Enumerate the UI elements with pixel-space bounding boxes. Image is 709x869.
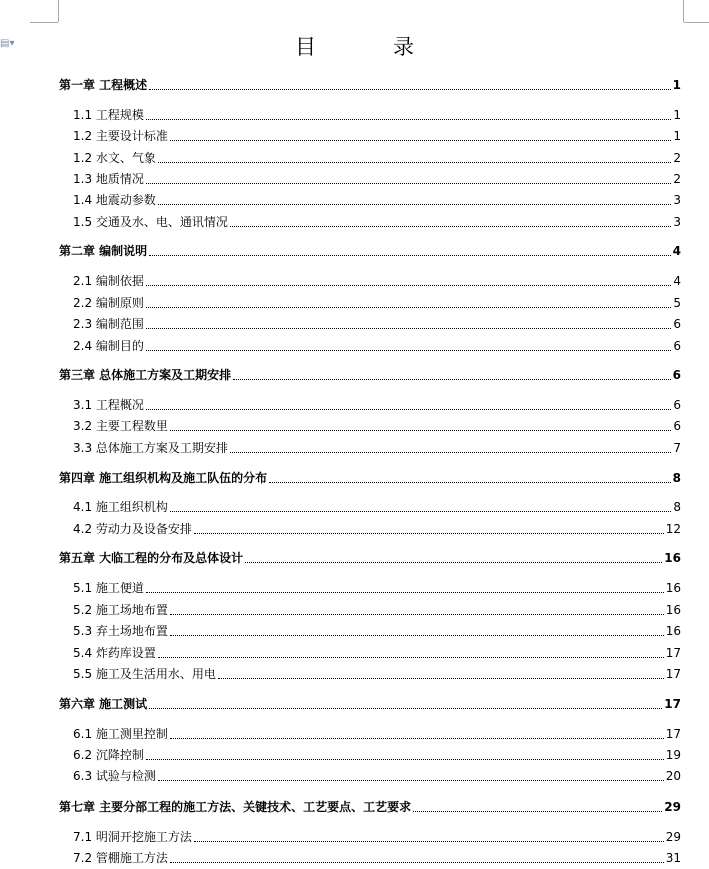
toc-dot-leader: [170, 634, 664, 636]
toc-section-entry[interactable]: [0, 520, 709, 538]
toc-entry-title: 6.1 施工测里控制: [73, 727, 168, 741]
toc-section-entry[interactable]: [0, 767, 709, 785]
toc-section-entry[interactable]: [0, 127, 709, 145]
toc-entry-title: 第二章 编制说明: [59, 244, 148, 258]
toc-section-entry[interactable]: [0, 725, 709, 743]
toc-section-entry[interactable]: [0, 294, 709, 312]
toc-page-number: 17: [664, 697, 681, 711]
toc-chapter-entry[interactable]: [0, 366, 709, 384]
toc-page-number: 17: [665, 727, 681, 741]
toc-entry-title: 2.3 编制范围: [73, 317, 144, 331]
toc-section-entry[interactable]: [0, 439, 709, 457]
toc-section-entry[interactable]: [0, 498, 709, 516]
toc-entry-title: 1.4 地震动参数: [73, 193, 156, 207]
toc-entry-title: 2.1 编制依据: [73, 274, 144, 288]
toc-entry-title: 2.2 编制原则: [73, 296, 144, 310]
toc-dot-leader: [149, 707, 662, 709]
toc-dot-leader: [146, 408, 671, 410]
toc-entry-title: 第六章 施工测试: [59, 697, 148, 711]
toc-section-entry[interactable]: [0, 746, 709, 764]
toc-dot-leader: [170, 139, 671, 141]
toc-entry-title: 5.2 施工场地布置: [73, 603, 168, 617]
toc-section-entry[interactable]: [0, 191, 709, 209]
toc-chapter-entry[interactable]: [0, 76, 709, 94]
toc-dot-leader: [170, 737, 664, 739]
toc-section-entry[interactable]: [0, 149, 709, 167]
toc-dot-leader: [149, 88, 670, 90]
toc-entry-title: 1.2 水文、气象: [73, 151, 156, 165]
toc-section-entry[interactable]: [0, 828, 709, 846]
toc-dot-leader: [146, 591, 664, 593]
toc-dot-leader: [170, 613, 664, 615]
toc-dot-leader: [158, 161, 671, 163]
toc-section-entry[interactable]: [0, 396, 709, 414]
toc-entry-title: 1.5 交通及水、电、通讯情况: [73, 215, 228, 229]
toc-section-entry[interactable]: [0, 337, 709, 355]
toc-section-entry[interactable]: [0, 579, 709, 597]
toc-entry-title: 7.1 明洞开挖施工方法: [73, 830, 192, 844]
toc-page-number: 16: [665, 581, 681, 595]
toc-dot-leader: [158, 779, 664, 781]
toc-section-entry[interactable]: [0, 106, 709, 124]
toc-chapter-entry[interactable]: [0, 242, 709, 260]
toc-entry-title: 5.1 施工便道: [73, 581, 144, 595]
toc-page-number: 6: [673, 339, 681, 353]
toc-dot-leader: [158, 656, 664, 658]
page-corner-mark-top-left: [58, 0, 59, 22]
toc-dot-leader: [218, 677, 664, 679]
toc-section-entry[interactable]: [0, 272, 709, 290]
toc-section-entry[interactable]: [0, 213, 709, 231]
toc-section-entry[interactable]: [0, 665, 709, 683]
toc-dot-leader: [269, 481, 670, 483]
toc-chapter-entry[interactable]: [0, 695, 709, 713]
toc-entry-title: 2.4 编制目的: [73, 339, 144, 353]
toc-dot-leader: [146, 182, 671, 184]
toc-entry-title: 第一章 工程概述: [59, 78, 148, 92]
toc-dot-leader: [146, 758, 664, 760]
toc-page-number: 7: [673, 441, 681, 455]
toc-dot-leader: [413, 810, 662, 812]
toc-entry-title: 第五章 大临工程的分布及总体设计: [59, 551, 244, 565]
toc-entry-title: 第七章 主要分部工程的施工方法、关键技术、工艺要点、工艺要求: [59, 800, 412, 814]
toc-page-number: 4: [672, 244, 681, 258]
toc-page-number: 29: [665, 830, 681, 844]
toc-dot-leader: [194, 840, 664, 842]
toc-page-number: 6: [673, 419, 681, 433]
toc-section-entry[interactable]: [0, 417, 709, 435]
toc-entry-title: 3.2 主要工程数里: [73, 419, 168, 433]
toc-page-number: 17: [665, 646, 681, 660]
toc-section-entry[interactable]: [0, 849, 709, 867]
toc-entry-title: 3.3 总体施工方案及工期安排: [73, 441, 228, 455]
page-corner-mark-top-right-horizontal: [684, 22, 709, 23]
toc-page-number: 6: [672, 368, 681, 382]
toc-chapter-entry[interactable]: [0, 798, 709, 816]
toc-page-number: 8: [672, 471, 681, 485]
toc-chapter-entry[interactable]: [0, 549, 709, 567]
page-corner-mark-top-right: [683, 0, 684, 22]
toc-page-number: 1: [672, 78, 681, 92]
toc-page-number: 16: [664, 551, 681, 565]
page-title: 目 录: [295, 35, 442, 59]
toc-page-number: 16: [665, 624, 681, 638]
toc-dot-leader: [146, 284, 671, 286]
toc-entry-title: 第三章 总体施工方案及工期安排: [59, 368, 232, 382]
toc-entry-title: 6.2 沉降控制: [73, 748, 144, 762]
toc-entry-title: 4.2 劳动力及设备安排: [73, 522, 192, 536]
toc-page-number: 6: [673, 398, 681, 412]
toc-entry-title: 1.2 主要设计标准: [73, 129, 168, 143]
toc-dot-leader: [230, 451, 671, 453]
toc-page-number: 17: [665, 667, 681, 681]
toc-page-number: 5: [673, 296, 681, 310]
toc-page-number: 3: [673, 215, 681, 229]
toc-section-entry[interactable]: [0, 170, 709, 188]
layout-options-icon[interactable]: ▤▾: [0, 38, 15, 49]
toc-dot-leader: [146, 306, 671, 308]
toc-dot-leader: [146, 327, 671, 329]
toc-page-number: 4: [673, 274, 681, 288]
toc-page-number: 1: [673, 129, 681, 143]
page-corner-mark-top-left-horizontal: [30, 22, 58, 23]
toc-page-number: 20: [665, 769, 681, 783]
toc-entry-title: 5.3 弃土场地布置: [73, 624, 168, 638]
toc-entry-title: 3.1 工程概况: [73, 398, 144, 412]
toc-page-number: 31: [665, 851, 681, 865]
toc-page-number: 29: [664, 800, 681, 814]
toc-page-number: 2: [673, 151, 681, 165]
toc-dot-leader: [146, 118, 671, 120]
toc-dot-leader: [233, 378, 670, 380]
toc-section-entry[interactable]: [0, 315, 709, 333]
toc-dot-leader: [146, 349, 671, 351]
toc-page-number: 1: [673, 108, 681, 122]
toc-page-number: 19: [665, 748, 681, 762]
toc-dot-leader: [230, 225, 671, 227]
toc-chapter-entry[interactable]: [0, 469, 709, 487]
toc-dot-leader: [170, 861, 664, 863]
toc-dot-leader: [170, 510, 671, 512]
toc-page-number: 6: [673, 317, 681, 331]
toc-section-entry[interactable]: [0, 622, 709, 640]
toc-entry-title: 5.5 施工及生活用水、用电: [73, 667, 216, 681]
toc-dot-leader: [170, 429, 671, 431]
toc-entry-title: 7.2 管棚施工方法: [73, 851, 168, 865]
toc-dot-leader: [245, 561, 662, 563]
toc-page-number: 12: [665, 522, 681, 536]
toc-page-number: 2: [673, 172, 681, 186]
toc-section-entry[interactable]: [0, 644, 709, 662]
toc-entry-title: 5.4 炸药库设置: [73, 646, 156, 660]
toc-entry-title: 1.1 工程规模: [73, 108, 144, 122]
toc-dot-leader: [158, 203, 671, 205]
toc-section-entry[interactable]: [0, 601, 709, 619]
toc-dot-leader: [194, 532, 664, 534]
toc-entry-title: 6.3 试验与检测: [73, 769, 156, 783]
toc-page-number: 3: [673, 193, 681, 207]
toc-entry-title: 1.3 地质情况: [73, 172, 144, 186]
toc-page-number: 16: [665, 603, 681, 617]
toc-page-number: 8: [673, 500, 681, 514]
toc-dot-leader: [149, 254, 670, 256]
toc-entry-title: 第四章 施工组织机构及施工队伍的分布: [59, 471, 268, 485]
toc-entry-title: 4.1 施工组织机构: [73, 500, 168, 514]
